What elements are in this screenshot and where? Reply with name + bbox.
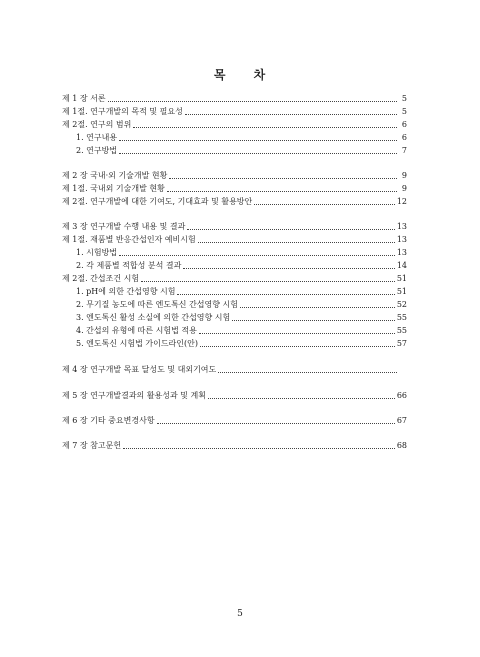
- toc-entry-label: 제 4 장 연구개발 목표 달성도 및 대외기여도: [62, 365, 217, 374]
- toc-entry: [62, 105, 407, 117]
- page-title: 목 차: [213, 68, 267, 82]
- toc-entry-page: 52: [396, 300, 407, 309]
- toc-entry-page: 13: [396, 222, 407, 231]
- toc-entry: [76, 285, 407, 297]
- toc-entry: [76, 246, 407, 258]
- toc-entry: [76, 324, 407, 336]
- toc-entry-page: 67: [396, 416, 407, 425]
- toc-entry-label: 제 5 장 연구개발결과의 활용성과 및 계획: [62, 391, 206, 400]
- toc-entry: [62, 169, 407, 181]
- toc-entry-label: 2. 각 제품별 적합성 분석 결과: [76, 261, 182, 270]
- toc-entry: [62, 233, 407, 245]
- toc-entry-page: 7: [401, 146, 407, 155]
- toc-entry: [76, 337, 407, 349]
- toc-entry-page: 12: [396, 197, 407, 206]
- toc-entry: [62, 389, 407, 401]
- toc-leader-dots: [119, 153, 397, 154]
- toc-entry-label: 제 2절. 연구의 범위: [62, 120, 132, 129]
- page-number: 5: [237, 609, 243, 619]
- toc-entry: [62, 439, 407, 451]
- toc-entry-label: 5. 엔도톡신 시험법 가이드라인(안): [76, 339, 198, 348]
- toc-entry-label: 1. 연구내용: [76, 133, 118, 142]
- toc-entry-label: 제 1절. 재품별 반응간섭인자 예비시험: [62, 235, 196, 244]
- toc-entry-label: 제 7 장 참고문헌: [62, 441, 122, 450]
- toc-leader-dots: [108, 101, 397, 102]
- toc-entry: [62, 220, 407, 232]
- toc-entry-page: 6: [401, 120, 407, 129]
- toc-entry: [62, 195, 407, 207]
- toc-leader-dots: [157, 423, 395, 424]
- toc-leader-dots: [133, 127, 397, 128]
- toc-leader-dots: [208, 398, 395, 399]
- toc-entry-label: 4. 간섭의 유형에 따른 시험법 적용: [76, 326, 197, 335]
- toc-entry-page: 13: [396, 235, 407, 244]
- toc-entry-label: 2. 무기질 농도에 따른 엔도톡신 간섭영향 시험: [76, 300, 238, 309]
- toc-entry: [62, 363, 407, 375]
- toc-leader-dots: [119, 140, 397, 141]
- toc-entry-page: 5: [401, 94, 407, 103]
- toc-entry-label: 제 2 장 국내·외 기술개발 현황: [62, 171, 168, 180]
- toc-entry: [62, 182, 407, 194]
- toc-entry-page: 51: [396, 274, 407, 283]
- toc-leader-dots: [167, 191, 397, 192]
- toc-entry-label: 제 6 장 기타 중요변경사항: [62, 416, 155, 425]
- toc-entry-label: 제 1 장 서론: [62, 94, 106, 103]
- toc-leader-dots: [232, 320, 395, 321]
- toc-leader-dots: [185, 114, 397, 115]
- toc-leader-dots: [187, 229, 394, 230]
- toc-entry-label: 제 1절. 국내외 기술개발 현황: [62, 184, 165, 193]
- toc-leader-dots: [177, 294, 394, 295]
- toc-entry-label: 2. 연구방법: [76, 146, 118, 155]
- toc-entry-page: 51: [396, 287, 407, 296]
- toc-entry: [62, 414, 407, 426]
- toc-entry-label: 제 2절. 연구개발에 대한 기여도, 기대효과 및 활용방안: [62, 197, 253, 206]
- toc-entry-label: 제 1절. 연구개발의 목적 및 필요성: [62, 107, 183, 116]
- toc-entry-page: 55: [396, 313, 407, 322]
- toc-entry-label: 1. pH에 의한 간섭영향 시험: [76, 287, 176, 296]
- toc-leader-dots: [199, 333, 395, 334]
- toc-entry-label: 1. 시험방법: [76, 248, 118, 257]
- toc-entry-page: 13: [396, 248, 407, 257]
- toc-entry-page: 6: [401, 133, 407, 142]
- toc-entry: [76, 298, 407, 310]
- toc-leader-dots: [183, 268, 394, 269]
- toc-leader-dots: [254, 204, 395, 205]
- toc-entry-page: 68: [396, 441, 407, 450]
- toc-entry-page: 66: [396, 391, 407, 400]
- toc-leader-dots: [123, 448, 395, 449]
- toc-leader-dots: [240, 307, 395, 308]
- toc-entry-page: 55: [396, 326, 407, 335]
- toc-entry-label: 3. 엔도톡신 활성 소실에 의한 간섭영향 시험: [76, 313, 231, 322]
- toc-entry-page: 9: [401, 171, 407, 180]
- toc-leader-dots: [119, 255, 395, 256]
- toc-entry: [76, 131, 407, 143]
- toc-entry-page: 9: [401, 184, 407, 193]
- toc-entry: [62, 272, 407, 284]
- toc-leader-dots: [198, 242, 395, 243]
- toc-entry-page: 14: [396, 261, 407, 270]
- toc-entry-page: 57: [396, 339, 407, 348]
- toc-leader-dots: [141, 281, 395, 282]
- toc-leader-dots: [218, 372, 397, 373]
- toc-entry-label: 제 2절. 간섭조건 시험: [62, 274, 140, 283]
- toc-entry: [76, 144, 407, 156]
- toc-entry: [76, 311, 407, 323]
- toc-leader-dots: [200, 346, 395, 347]
- toc-entry: [62, 92, 407, 104]
- toc-entry: [76, 259, 407, 271]
- toc-entry-page: 5: [401, 107, 407, 116]
- toc-leader-dots: [169, 178, 397, 179]
- toc-entry-label: 제 3 장 연구개발 수행 내용 및 결과: [62, 222, 186, 231]
- toc-entry: [62, 118, 407, 130]
